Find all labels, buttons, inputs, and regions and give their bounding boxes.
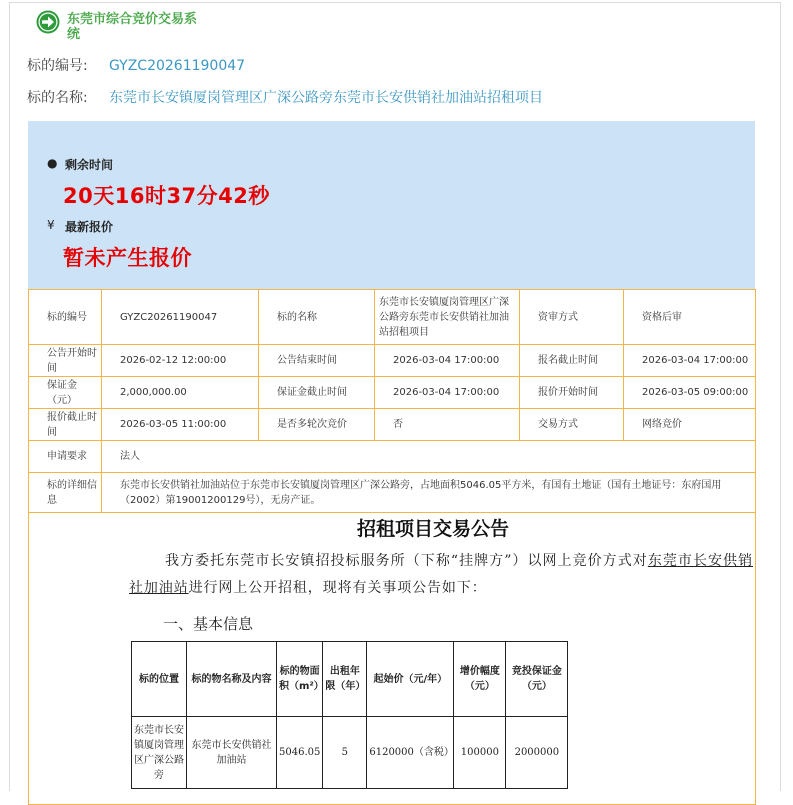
lot-code-label: 标的编号: (27, 58, 88, 74)
table-row (29, 290, 756, 345)
table-cell: 东莞市长安供销社加油站 (187, 717, 277, 789)
column-header: 竞投保证金（元） (506, 642, 568, 717)
column-header: 标的物名称及内容 (187, 642, 277, 717)
notice-text-b: 进行网上公开招租，现将有关事项公告如下： (188, 580, 487, 596)
cell-label: 报名截止时间 (520, 345, 624, 377)
cell-label: 是否多轮次竞价 (259, 409, 375, 441)
table-cell: 2000000 (506, 717, 568, 789)
latest-price-value: 暂未产生报价 (63, 246, 192, 270)
table-row (29, 345, 756, 377)
notice-target-name: 东莞市长安供销社加油站 (129, 553, 753, 596)
cell-value: 2026-02-12 12:00:00 (102, 345, 259, 377)
column-header: 出租年限（年） (323, 642, 367, 717)
yen-icon: ¥ (47, 218, 55, 232)
cell-label: 资审方式 (520, 290, 624, 345)
lot-code-line (27, 55, 245, 75)
cell-label: 保证金（元） (29, 377, 102, 409)
table-header-row (132, 642, 568, 717)
site-name: 东莞市综合竞价交易系统 (67, 12, 198, 42)
table-row (29, 441, 756, 473)
cell-value: 东莞市长安供销社加油站位于东莞市长安镇厦岗管理区广深公路旁，占地面积5046.05平方米，有国有土地证（国有土地证号：东府国用（2002）第19001200129号），无房产证。 (102, 473, 756, 513)
cell-value: 2026-03-05 09:00:00 (624, 377, 756, 409)
cell-label: 公告结束时间 (259, 345, 375, 377)
lot-name-value: 东莞市长安镇厦岗管理区广深公路旁东莞市长安供销社加油站招租项目 (109, 90, 543, 106)
cell-label: 保证金截止时间 (259, 377, 375, 409)
section-heading: 一、基本信息 (163, 615, 254, 633)
notice-paragraph (129, 548, 753, 602)
latest-price-label: 最新报价 (65, 220, 114, 234)
column-header: 标的物面积（m²） (277, 642, 323, 717)
table-row (132, 717, 568, 789)
cell-value: 网络竞价 (624, 409, 756, 441)
cell-label: 交易方式 (520, 409, 624, 441)
table-row (29, 377, 756, 409)
cell-label: 标的编号 (29, 290, 102, 345)
basic-info-table (131, 641, 568, 789)
cell-label: 标的名称 (259, 290, 375, 345)
cell-value: 否 (375, 409, 520, 441)
lot-name-label: 标的名称: (27, 90, 88, 106)
column-header: 起始价（元/年） (367, 642, 454, 717)
lot-code-value: GYZC20261190047 (109, 58, 246, 74)
lot-name-line (27, 87, 543, 107)
table-cell: 5046.05 (277, 717, 323, 789)
cell-value: 2,000,000.00 (102, 377, 259, 409)
cell-value: 2026-03-04 17:00:00 (375, 377, 520, 409)
clock-icon: ● (47, 156, 58, 170)
cell-label: 报价截止时间 (29, 409, 102, 441)
cell-label: 申请要求 (29, 441, 102, 473)
bidding-status-panel (28, 121, 755, 289)
column-header: 增价幅度（元） (454, 642, 506, 717)
remaining-time-value: 20天16时37分42秒 (63, 184, 270, 208)
table-row (29, 409, 756, 441)
table-cell: 东莞市长安镇厦岗管理区广深公路旁 (132, 717, 187, 789)
cell-value: GYZC20261190047 (102, 290, 259, 345)
cell-label: 标的详细信息 (29, 473, 102, 513)
cell-value: 东莞市长安镇厦岗管理区广深公路旁东莞市长安供销社加油站招租项目 (375, 290, 520, 345)
table-cell: 100000 (454, 717, 506, 789)
table-cell: 6120000（含税） (367, 717, 454, 789)
column-header: 标的位置 (132, 642, 187, 717)
notice-title: 招租项目交易公告 (357, 518, 510, 540)
notice-text-a: 我方委托东莞市长安镇招投标服务所（下称“挂牌方”）以网上竞价方式对 (165, 553, 648, 569)
cell-value: 2026-03-04 17:00:00 (375, 345, 520, 377)
cell-value: 2026-03-05 11:00:00 (102, 409, 259, 441)
remaining-time-label: 剩余时间 (65, 158, 114, 172)
arrow-right-circle-icon (36, 10, 60, 34)
cell-value: 资格后审 (624, 290, 756, 345)
table-row (29, 473, 756, 513)
cell-label: 公告开始时间 (29, 345, 102, 377)
table-cell: 5 (323, 717, 367, 789)
cell-label: 报价开始时间 (520, 377, 624, 409)
cell-value: 法人 (102, 441, 756, 473)
cell-value: 2026-03-04 17:00:00 (624, 345, 756, 377)
